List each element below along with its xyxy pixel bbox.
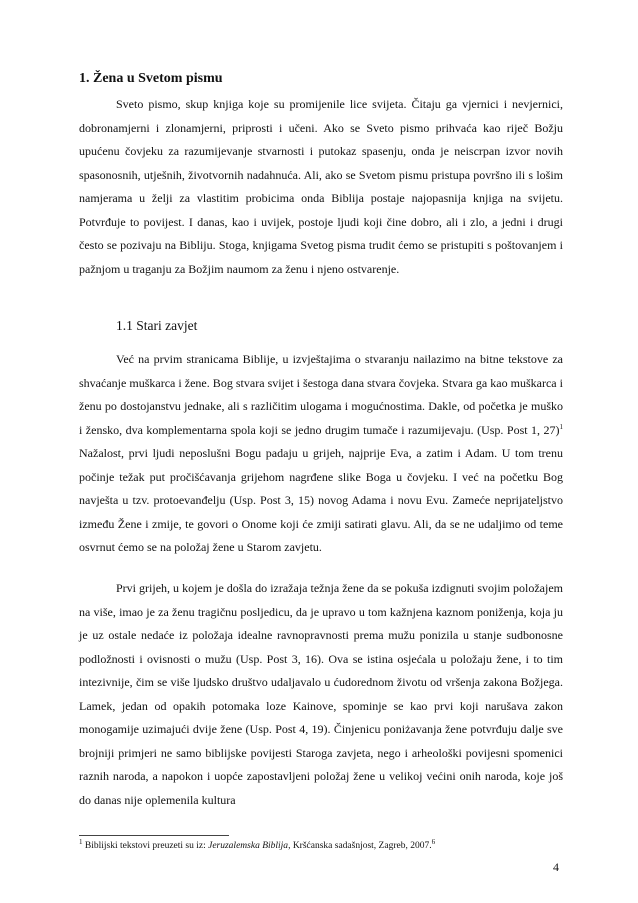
paragraph-creation-part1: Već na prvim stranicama Biblije, u izvještajima o stvaranju nailazimo na bitne tekstove za shvaćanje muškarca i žene. Bog stvara svijet i šestoga dana stvara čovjeka. Stvara ga kao muškarca i ženu po dostojanstvu jednake, ali s različitim ulogama i mogućnostima. Dakle, od početka je muško i žensko, dva komplementarna spola koji se jedno drugim tumače i razumijevaju. (Usp. Post 1, 27) [79,352,563,437]
footnote [79,837,436,852]
footnote-divider [79,835,229,836]
paragraph-creation-part2: Nažalost, prvi ljudi neposlušni Bogu padaju u grijeh, najprije Eva, a zatim i Adam. U tom trenu počinje težak put pročišćavanja grijehom nagrđene slike Boga u čovjeku. I već na početku Bog navješta u tzv. protoevanđelju (Usp. Post 3, 15) novog Adama i novu Evu. Zameće neprijateljstvo između Žene i zmije, te govori o Onome koji će zmiji satirati glavu. Ali, da se ne udaljimo od teme osvrnut ćemo se na položaj žene u Starom zavjetu. [79,446,563,554]
section-heading: 1. Žena u Svetom pismu [79,71,223,86]
subsection-heading: 1.1 Stari zavjet [116,318,198,333]
footnote-number: 1 [79,837,83,846]
footnote-title: Jeruzalemska Biblija [208,841,289,851]
page-number: 4 [553,860,559,874]
paragraph-intro: Sveto pismo, skup knjiga koje su promijenile lice svijeta. Čitaju ga vjernici i nevjernici, dobronamjerni i zlonamjerni, priprosti i učeni. Ako se Sveto pismo prihvaća kao riječ Božju upućenu čovjeku za razumijevanje stvarnosti i putokaz spasenju, onda je neiscrpan izvor novih spasonosnih, utješnih, životvornih nadahnuća. Ali, ako se Svetom pismu pristupa površno ili s lošim namjerama u želji za vlastitim probicima onda Biblija postaje najopasnija knjiga na svijetu. Potvrđuje to povijest. I danas, kao i uvijek, postoje ljudi koji čine dobro, ali i zlo, a jedni i drugi često se pozivaju na Bibliju. Stoga, knjigama Svetog pisma trudit ćemo se pristupiti s poštovanjem i pažnjom u traganju za Božjim naumom za ženu i njeno ostvarenje. [79,97,563,276]
footnote-text-b: , Kršćanska sadašnjost, Zagreb, 2007. [288,841,432,851]
footnote-text-a: Biblijski tekstovi preuzeti su iz: [82,841,209,851]
paragraph-creation [79,348,563,560]
footnote-reference[interactable]: 1 [559,422,563,431]
paragraph-first-sin: Prvi grijeh, u kojem je došla do izražaja težnja žene da se pokuša izdignuti svojim položajem na više, imao je za ženu tragičnu posljedicu, da je upravo u tom kažnjena kaznom poniženja, koja ju je uz ostale nedaće iz položaja idealne ravnopravnosti prema mužu ponizila u stanje sudbonosne podložnosti i ovisnosti o mužu (Usp. Post 3, 16). Ova se istina osjećala u položaju žene, i to tim intezivnije, čim se više ljudsko društvo udaljavalo u ćudorednom životu od vršenja zakona Božjega. Lamek, jedan od opakih potomaka loze Kainove, spominje se kao prvi koji narušava zakon monogamije uzimajući dvije žene (Usp. Post 4, 19). Činjenicu poniżavanja žene potvrđuju dalje sve brojniji primjeri ne samo biblijske povijesti Staroga zavjeta, nego i arheološki povijesni spomenici raznih naroda, a napokon i uopće zapostavljeni položaj žene u velikoj većini onih naroda, koje još do danas nije oplemenila kultura [79,581,563,807]
footnote-sup: 6 [431,837,436,846]
